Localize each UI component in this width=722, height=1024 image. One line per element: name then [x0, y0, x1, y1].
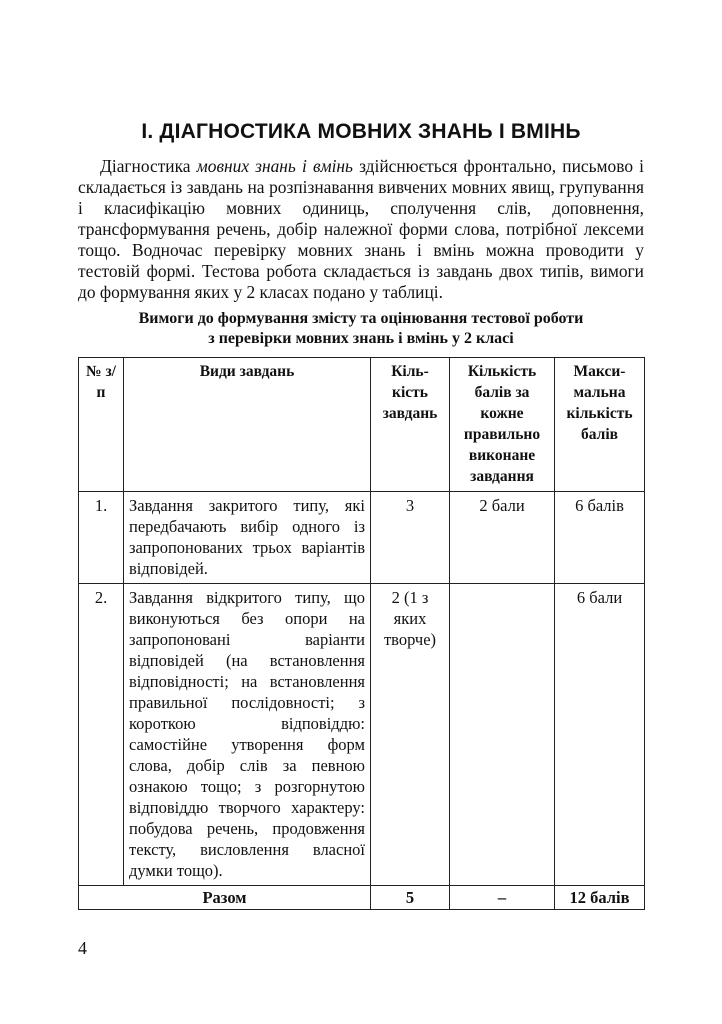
- total-label: Разом: [79, 886, 371, 910]
- intro-emphasis: мовних знань і вмінь: [196, 156, 353, 176]
- row-task-description: Завдання закритого типу, які передбачають вибір одного із запропонованих трьох варіантів відповідей.: [124, 492, 371, 584]
- total-max: 12 балів: [555, 886, 645, 910]
- page-number: 4: [78, 938, 87, 958]
- table-header-row: [79, 358, 645, 492]
- row-task-description: Завдання відкритого типу, що виконуються без опори на запропоновані варіанти відповідей (на встановлення відповідності; на встановлення правильної послідовності; з короткою відповіддю: самостійне утворення форм слова, добір слів за певною ознакою тощо; з розгорнутою відповіддю творчого характеру: побудова речень, продовження тексту, висловлення власної думки тощо).: [124, 584, 371, 886]
- intro-start: Діагностика: [100, 156, 197, 176]
- intro-paragraph: [78, 156, 644, 303]
- row-max-points: 6 бали: [555, 584, 645, 886]
- total-points: –: [450, 886, 555, 910]
- row-task-count: 3: [371, 492, 450, 584]
- table-caption-line-1: Вимоги до формування змісту та оцінювання тестової роботи: [138, 310, 584, 327]
- row-task-count: 2 (1 з яких творче): [371, 584, 450, 886]
- header-points-per-task: Кількість балів за кожне правильно виконане завдання: [450, 358, 555, 492]
- header-number: № з/п: [79, 358, 124, 492]
- page-content: [78, 120, 644, 910]
- table-row: [79, 584, 645, 886]
- row-points-per-task: [450, 584, 555, 886]
- table-total-row: [79, 886, 645, 910]
- intro-rest: здійснюється фронтально, письмово і складається із завдань на розпізнавання вивчених мовних явищ, групування і класифікацію мовних одиниць, сполучення слів, доповнення, трансформування речень, добір належної форми слова, потрібної лексеми тощо. Водночас перевірку мовних знань і вмінь можна проводити у тестовій формі. Тестова робота складається із завдань двох типів, вимоги до формування яких у 2 класах подано у таблиці.: [78, 156, 644, 302]
- table-caption: [78, 309, 644, 349]
- header-task-types: Види завдань: [124, 358, 371, 492]
- total-count: 5: [371, 886, 450, 910]
- row-number: 2.: [79, 584, 124, 886]
- row-number: 1.: [79, 492, 124, 584]
- header-task-count: Кіль-кість завдань: [371, 358, 450, 492]
- table-caption-line-2: з перевірки мовних знань і вмінь у 2 класі: [208, 330, 514, 347]
- requirements-table: [78, 357, 645, 910]
- table-row: [79, 492, 645, 584]
- row-points-per-task: 2 бали: [450, 492, 555, 584]
- row-max-points: 6 балів: [555, 492, 645, 584]
- section-heading: І. ДІАГНОСТИКА МОВНИХ ЗНАНЬ І ВМІНЬ: [141, 120, 581, 143]
- header-max-points: Макси-мальна кількість балів: [555, 358, 645, 492]
